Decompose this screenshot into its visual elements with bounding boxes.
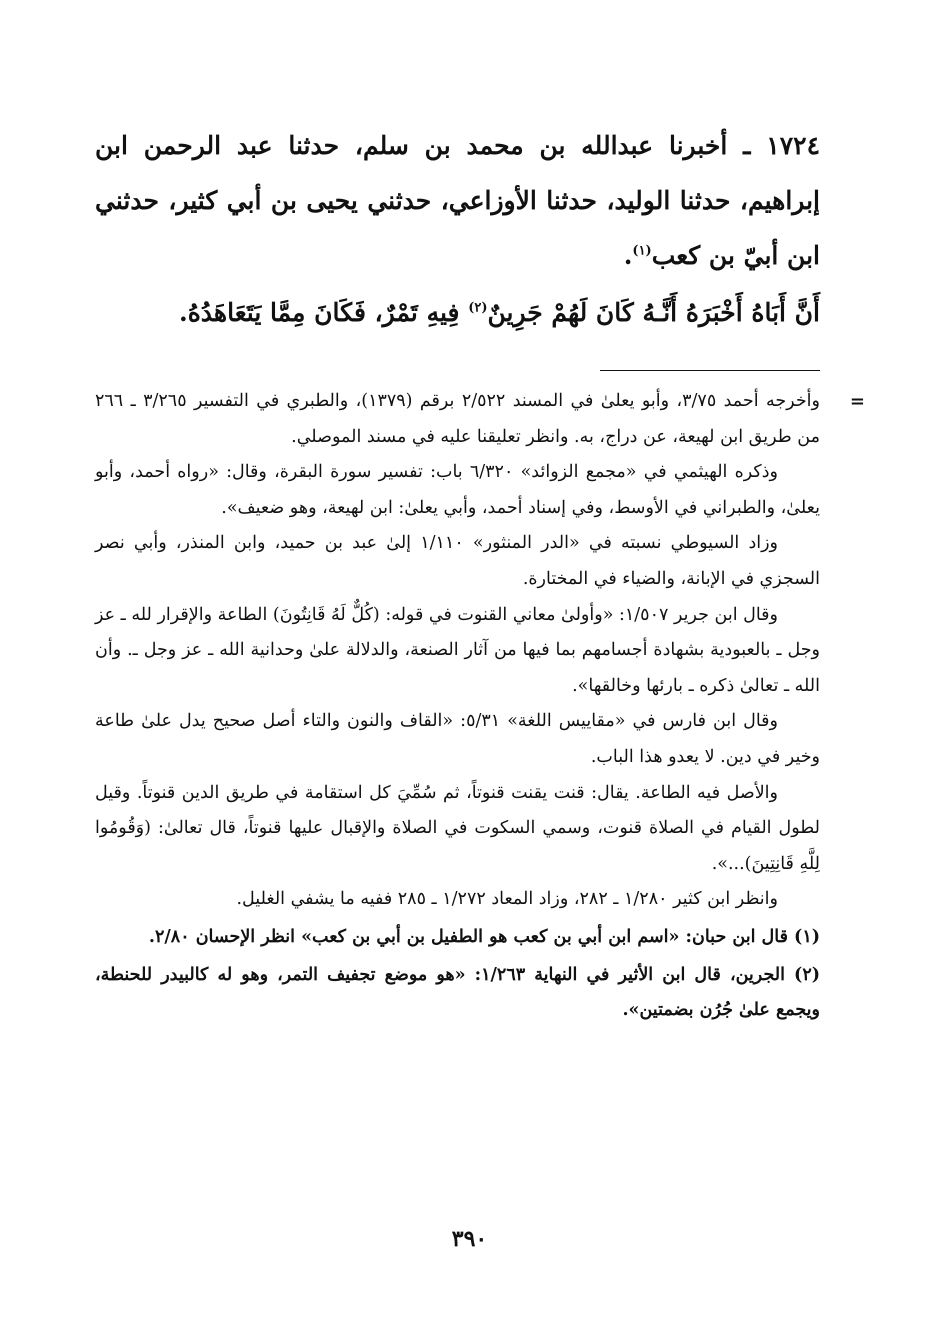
isnad-end: . xyxy=(623,241,633,270)
note-paragraph xyxy=(95,384,865,455)
footnote-ref-1: (١) xyxy=(632,243,652,259)
note-paragraph: وانظر ابن كثير ١/٢٨٠ ـ ٢٨٢، وزاد المعاد ١/٢٧٢ ـ ٢٨٥ ففيه ما يشفي الغليل. xyxy=(236,889,778,910)
isnad-paragraph xyxy=(95,118,820,283)
note-paragraph: وقال ابن جرير ١/٥٠٧: «وأولىٰ معاني القنوت في قوله: (كُلٌّ لَهُ قَانِتُونَ) الطاعة والإقرار لله ـ عز وجل ـ بالعبودية بشهادة أجسامهم بما فيها من آثار الصنعة، والدلالة علىٰ وحدانية الله ـ عز وجل ـ. وأن الله ـ تعالىٰ ذكره ـ بارئها وخالقها». xyxy=(95,604,820,696)
footnote-2: (٢) الجرين، قال ابن الأثير في النهاية ١/٢٦٣: «هو موضع تجفيف التمر، وهو له كالبيدر للحنطة، ويجمع علىٰ جُرُن بضمتين». xyxy=(95,964,821,1021)
footnotes-block xyxy=(95,384,865,1029)
footnote-1: (١) قال ابن حبان: «اسم ابن أبي بن كعب هو الطفيل بن أبي بن كعب» انظر الإحسان ٢/٨٠. xyxy=(148,926,820,947)
note-paragraph: والأصل فيه الطاعة. يقال: قنت يقنت قنوتاً، ثم سُمِّيَ كل استقامة في طريق الدين قنوتاً. وقيل لطول القيام في الصلاة قنوت، وسمي السكوت في الصلاة والإقبال عليها قنوتاً، قال تعالىٰ: (وَقُومُوا لِلَّهِ قَانِتِينَ)...». xyxy=(95,782,820,874)
hadith-text-block xyxy=(95,118,820,340)
note-paragraph: وزاد السيوطي نسبته في «الدر المنثور» ١/١١٠ إلىٰ عبد بن حميد، وابن المنذر، وأبي نصر السجزي في الإبانة، والضياء في المختارة. xyxy=(95,533,820,589)
page-number: ٣٩٠ xyxy=(451,1226,488,1252)
hadith-matn xyxy=(95,285,820,340)
note-text: وأخرجه أحمد ٣/٧٥، وأبو يعلىٰ في المسند ٢/٥٢٢ برقم (١٣٧٩)، والطبري في التفسير ٣/٢٦٥ ـ ٢٦٦ من طريق ابن لهيعة، عن دراج، به. وانظر تعليقنا عليه في مسند الموصلي. xyxy=(95,391,820,447)
note-paragraph: وذكره الهيثمي في «مجمع الزوائد» ٦/٣٢٠ باب: تفسير سورة البقرة، وقال: «رواه أحمد، وأبو يعلىٰ، والطبراني في الأوسط، وفي إسناد أحمد، وأبي يعلىٰ: ابن لهيعة، وهو ضعيف». xyxy=(95,462,820,518)
footnote-ref-2: (٢) xyxy=(468,300,488,316)
note-paragraph: وقال ابن فارس في «مقاييس اللغة» ٥/٣١: «القاف والنون والتاء أصل صحيح يدل علىٰ طاعة وخير في دين. لا يعدو هذا الباب. xyxy=(95,711,820,767)
continuation-mark: = xyxy=(849,391,865,412)
footnote-separator xyxy=(600,370,820,371)
isnad-text: ١٧٢٤ ـ أخبرنا عبدالله بن محمد بن سلم، حدثنا عبد الرحمن ابن إبراهيم، حدثنا الوليد، حدثنا الأوزاعي، حدثني يحيى بن أبي كثير، حدثني ابن أبيّ بن كعب xyxy=(95,131,820,270)
hadith-text-b: فِيهِ تَمْرٌ، فَكَانَ مِمَّا يَتَعَاهَدُهُ. xyxy=(179,298,469,327)
hadith-text-a: أَنَّ أَبَاهُ أَخْبَرَهُ أَنَّـهُ كَانَ لَهُمْ جَرِينٌ xyxy=(487,298,820,327)
